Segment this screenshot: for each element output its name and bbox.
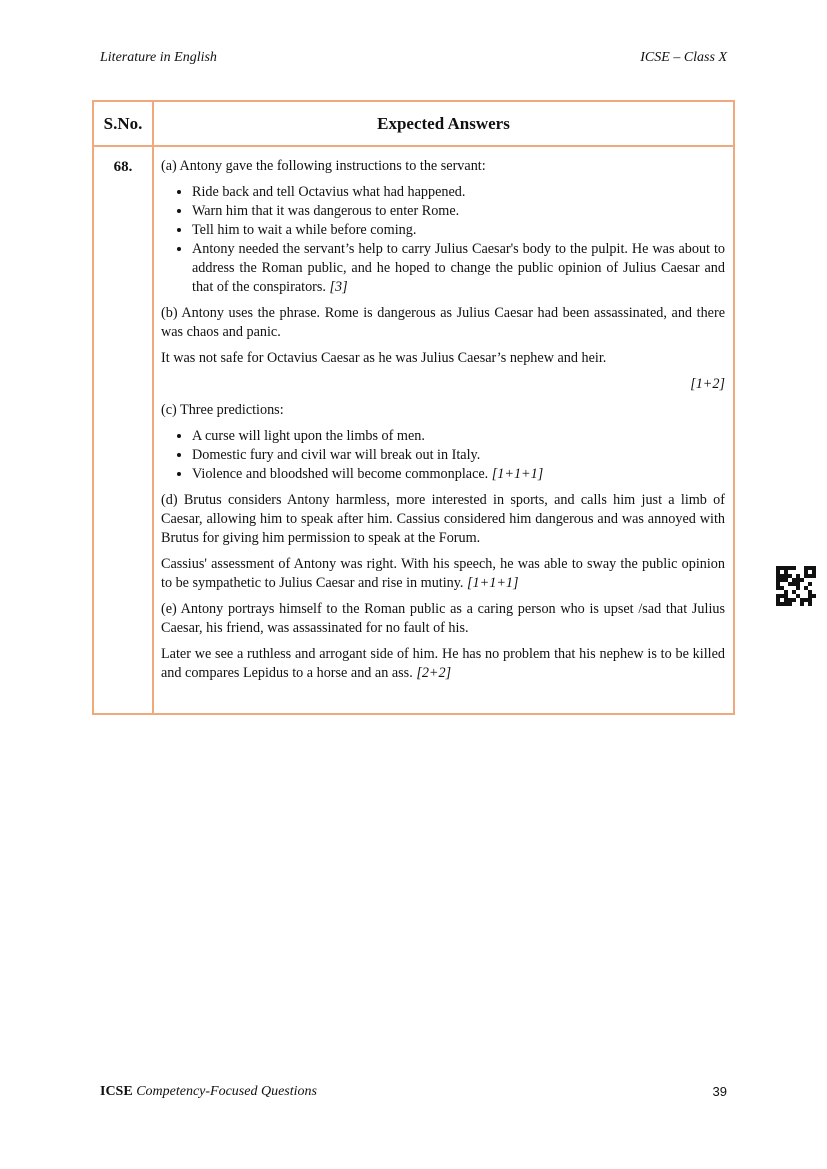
page-number: 39 [712, 1084, 727, 1099]
answer-c-intro: (c) Three predictions: [161, 402, 284, 418]
qr-code-icon[interactable] [776, 566, 816, 606]
marks-label: [1+1+1] [467, 575, 519, 591]
question-number: 68. [94, 147, 154, 714]
answer-d-text2-para [161, 555, 725, 593]
sno-header: S.No. [94, 102, 154, 145]
marks-label: [3] [329, 279, 348, 295]
list-item: • Tell him to wait a while before coming. [192, 221, 725, 240]
answers-header: Expected Answers [377, 113, 510, 133]
answer-e-text2-para [161, 645, 725, 683]
answer-cell [154, 147, 733, 714]
list-item-text: Antony needed the servant’s help to carry Julius Caesar's body to the pulpit. He was about to address the Roman public, and he hoped to change the public opinion of Julius Caesar and that of the conspirators. [192, 241, 725, 295]
list-item [192, 240, 725, 297]
table-row [94, 147, 733, 714]
footer-brand: ICSE [100, 1084, 133, 1099]
list-item-text: Violence and bloodshed will become commonplace. [192, 466, 489, 482]
marks-label: [1+2] [690, 376, 725, 392]
list-item: • Warn him that it was dangerous to enter Rome. [192, 202, 725, 221]
answer-d-text: (d) Brutus considers Antony harmless, more interested in sports, and calls him just a limb of Caesar, allowing him to speak after him. Cassius considered him dangerous and was annoyed with Brutus for giving him permission to speak at the Forum. [161, 492, 725, 546]
answer-c-list [161, 427, 725, 484]
footer-subtitle: Competency-Focused Questions [136, 1084, 317, 1099]
marks-label: [2+2] [416, 665, 452, 681]
marks-label: [1+1+1] [491, 466, 544, 482]
list-item: • Ride back and tell Octavius what had happened. [192, 183, 725, 202]
footer-title [100, 1084, 317, 1100]
answer-a-list [161, 183, 725, 297]
running-header-right: ICSE – Class X [640, 50, 727, 65]
answer-b-text2: It was not safe for Octavius Caesar as he was Julius Caesar’s nephew and heir. [161, 350, 607, 366]
list-item [192, 465, 725, 484]
answer-e-text2: Later we see a ruthless and arrogant side of him. He has no problem that his nephew is to be killed and compares Lepidus to a horse and an ass. [161, 646, 725, 681]
answer-a-intro: (a) Antony gave the following instructions to the servant: [161, 158, 486, 174]
answer-e-text: (e) Antony portrays himself to the Roman public as a caring person who is upset /sad that Julius Caesar, his friend, was assassinated for no fault of his. [161, 601, 725, 636]
table-header [94, 102, 733, 147]
list-item: • Domestic fury and civil war will break out in Italy. [192, 446, 725, 465]
answers-table [92, 100, 735, 715]
answer-b-text: (b) Antony uses the phrase. Rome is dangerous as Julius Caesar had been assassinated, and there was chaos and panic. [161, 305, 725, 340]
list-item: • A curse will light upon the limbs of men. [192, 427, 725, 446]
answer-d-text2: Cassius' assessment of Antony was right. With his speech, he was able to sway the public opinion to be sympathetic to Julius Caesar and rise in mutiny. [161, 556, 725, 591]
running-header-left: Literature in English [100, 50, 217, 65]
